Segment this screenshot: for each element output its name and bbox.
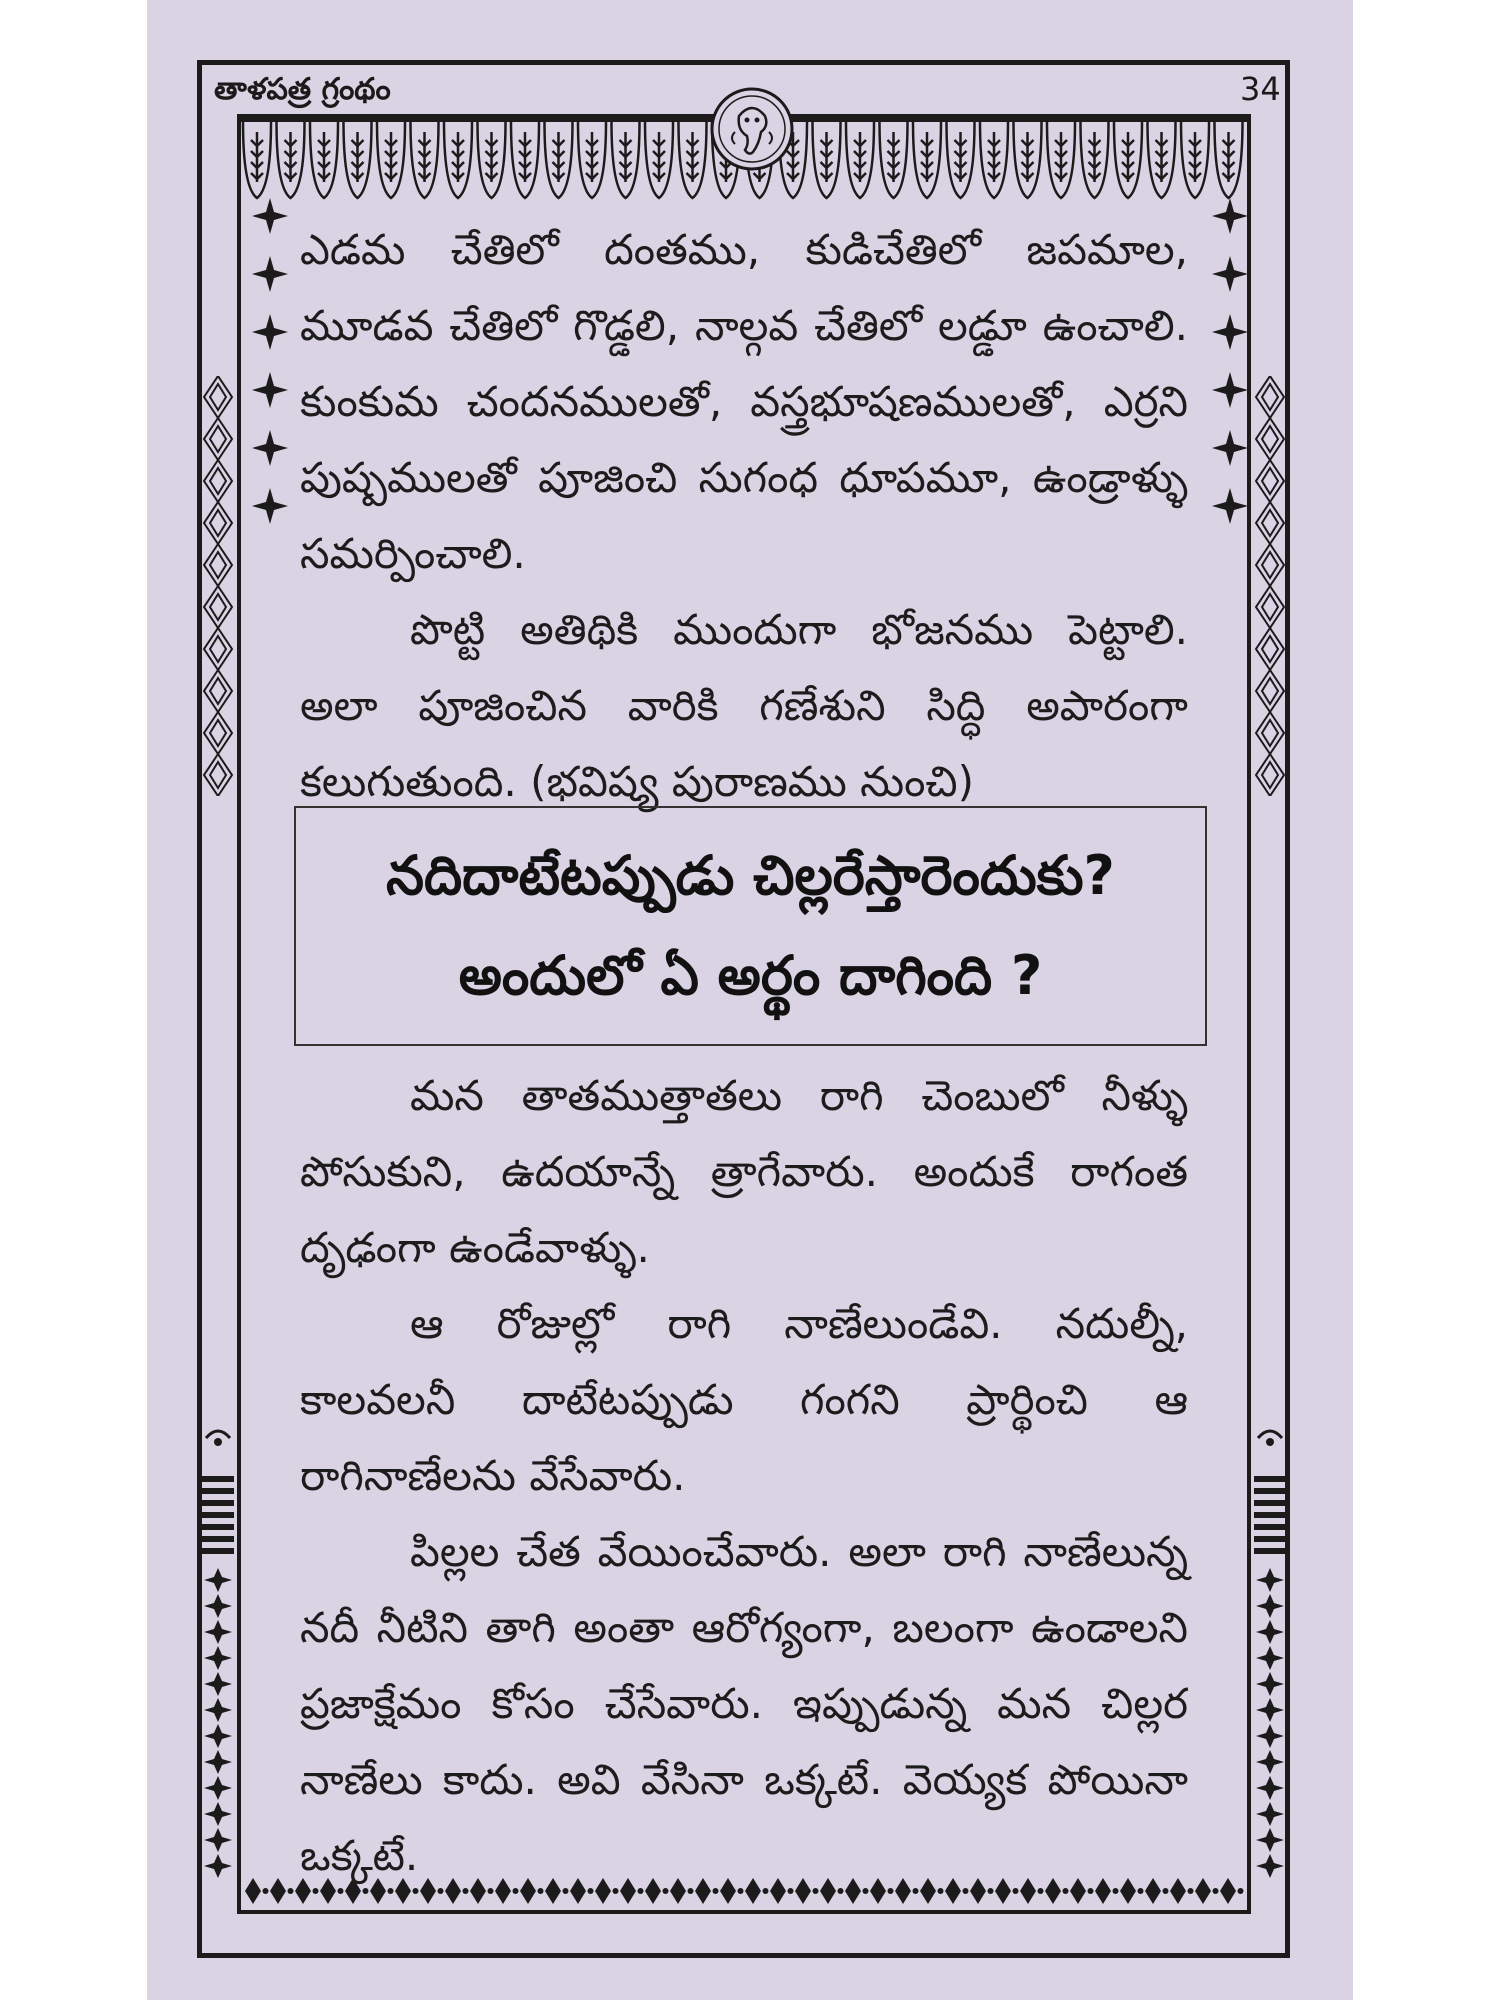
paragraph: మన తాతముత్తాతలు రాగి చెంబులో నీళ్ళు పోసుకుని, ఉదయాన్నే త్రాగేవారు. అందుకే రాగంత దృఢంగా ఉండేవాళ్ళు. [300,1071,1188,1272]
paragraph: ఆ రోజుల్లో రాగి నాణేలుండేవి. నదుల్నీ, కాలవలనీ దాటేటప్పుడు గంగని ప్రార్థించి ఆ రాగినాణేలను వేసేవారు. [300,1299,1188,1500]
section-body [300,1058,1188,1894]
right-lattice-ornament [1254,376,1286,796]
paragraph: పిల్లల చేత వేయించేవారు. అలా రాగి నాణేలున్న నదీ నీటిని తాగి అంతా ఆరోగ్యంగా, బలంగా ఉండాలని ప్రజాక్షేమం కోసం చేసేవారు. ఇప్పుడున్న మన చిల్లర నాణేలు కాదు. అవి వేసినా ఒక్కటే. వెయ్యక పోయినా ఒక్కటే. [300,1527,1188,1880]
right-bar-ornament [1252,1420,1288,1900]
ganesha-emblem [709,86,795,172]
right-star-ornaments [1210,196,1250,546]
left-lattice-ornament [202,376,234,796]
book-title: తాళపత్ర గ్రంథం [214,72,391,107]
article-heading-box [294,806,1207,1046]
paragraph: పొట్టి అతిథికి ముందుగా భోజనము పెట్టాలి. అలా పూజించిన వారికి గణేశుని సిద్ధి అపారంగా కలుగుతుంది. (భవిష్య పురాణము నుంచి) [300,605,1188,806]
left-star-ornaments [250,196,290,546]
heading-line-1: నదిదాటేటప్పుడు చిల్లరేస్తారెందుకు? [386,844,1115,907]
page-number: 34 [1240,70,1281,108]
paragraph: ఎడమ చేతిలో దంతము, కుడిచేతిలో జపమాల, మూడవ చేతిలో గొడ్డలి, నాల్గవ చేతిలో లడ్డూ ఉంచాలి. కుంకుమ చందనములతో, వస్త్రభూషణములతో, ఎర్రని పుష్పములతో పూజించి సుగంధ ధూపమూ, ఉండ్రాళ్ళు సమర్పించాలి. [300,225,1188,578]
section-intro [300,212,1188,820]
heading-line-2: అందులో ఏ అర్థం దాగింది ? [458,944,1043,1007]
left-bar-ornament [200,1420,236,1900]
